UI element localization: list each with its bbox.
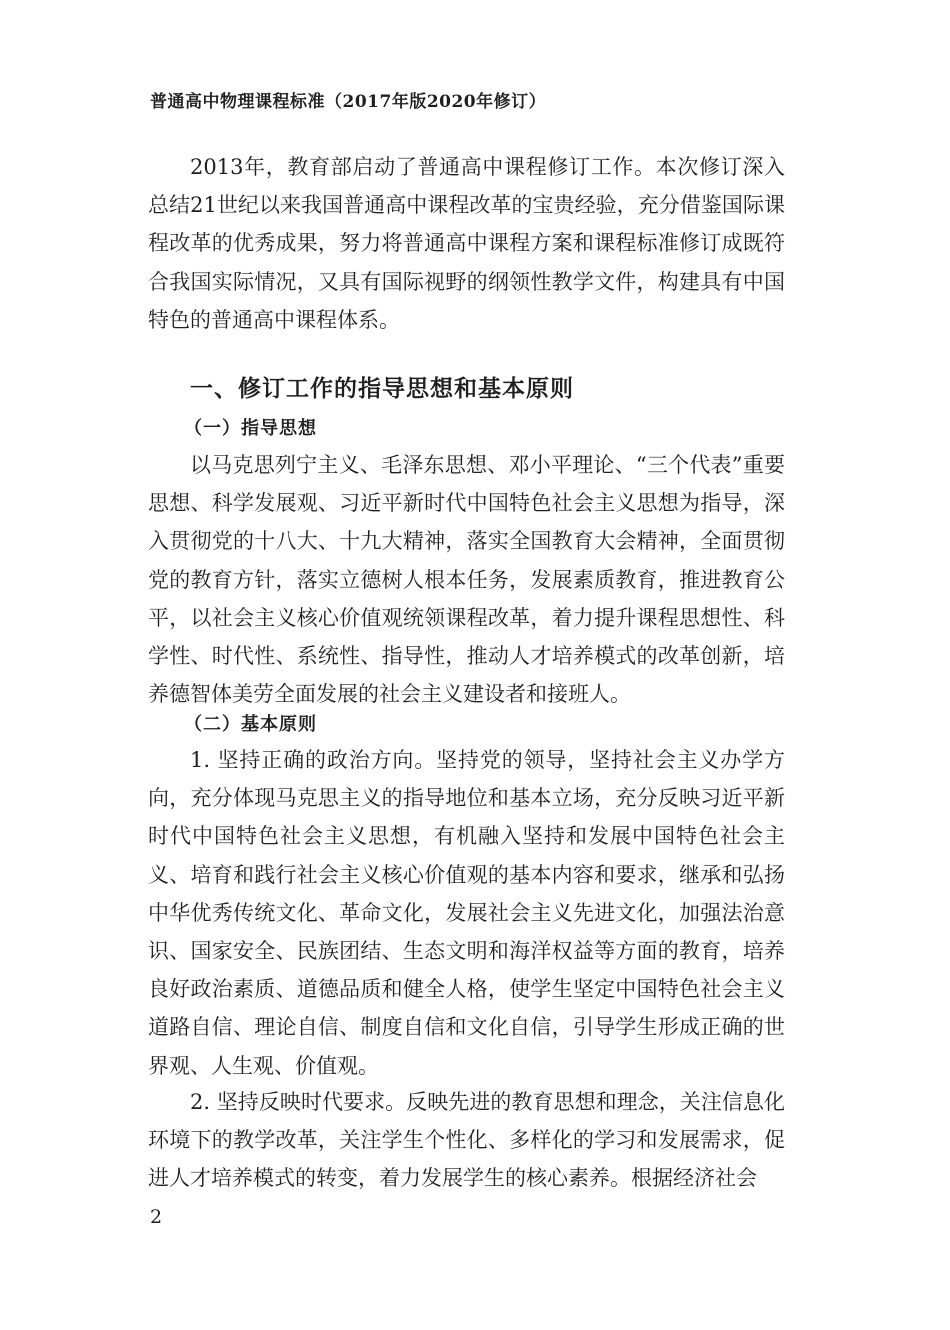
subsection-heading-basic-principles: （二）基本原则 [184,714,317,735]
section-heading: 一、修订工作的指导思想和基本原则 [190,376,574,402]
running-header: 普通高中物理课程标准（2017年版2020年修订） [150,92,547,112]
page-number: 2 [150,1206,163,1228]
subsection-heading-guiding-ideology: （一）指导思想 [184,418,317,439]
guiding-ideology-paragraph: 以马克思列宁主义、毛泽东思想、邓小平理论、“三个代表”重要思想、科学发展观、习近平新时代中国特色社会主义思想为指导，深入贯彻党的十八大、十九大精神，落实全国教育大会精神，全面贯彻党的教育方针，落实立德树人根本任务，发展素质教育，推进教育公平，以社会主义核心价值观统领课程改革，着力提升课程思想性、科学性、时代性、系统性、指导性，推动人才培养模式的改革创新，培养德智体美劳全面发展的社会主义建设者和接班人。 [148,453,785,707]
principle-item-2: 2. 坚持反映时代要求。反映先进的教育思想和理念，关注信息化环境下的教学改革，关注学生个性化、多样化的学习和发展需求，促进人才培养模式的转变，着力发展学生的核心素养。根据经济社会 [148,1090,785,1191]
principle-item-1: 1. 坚持正确的政治方向。坚持党的领导，坚持社会主义办学方向，充分体现马克思主义的指导地位和基本立场，充分反映习近平新时代中国特色社会主义思想，有机融入坚持和发展中国特色社会主义、培育和践行社会主义核心价值观的基本内容和要求，继承和弘扬中华优秀传统文化、革命文化，发展社会主义先进文化，加强法治意识、国家安全、民族团结、生态文明和海洋权益等方面的教育，培养良好政治素质、道德品质和健全人格，使学生坚定中国特色社会主义道路自信、理论自信、制度自信和文化自信，引导学生形成正确的世界观、人生观、价值观。 [148,748,785,1078]
intro-paragraph: 2013年，教育部启动了普通高中课程修订工作。本次修订深入总结21世纪以来我国普通高中课程改革的宝贵经验，充分借鉴国际课程改革的优秀成果，努力将普通高中课程方案和课程标准修订成既符合我国实际情况，又具有国际视野的纲领性教学文件，构建具有中国特色的普通高中课程体系。 [148,155,785,332]
